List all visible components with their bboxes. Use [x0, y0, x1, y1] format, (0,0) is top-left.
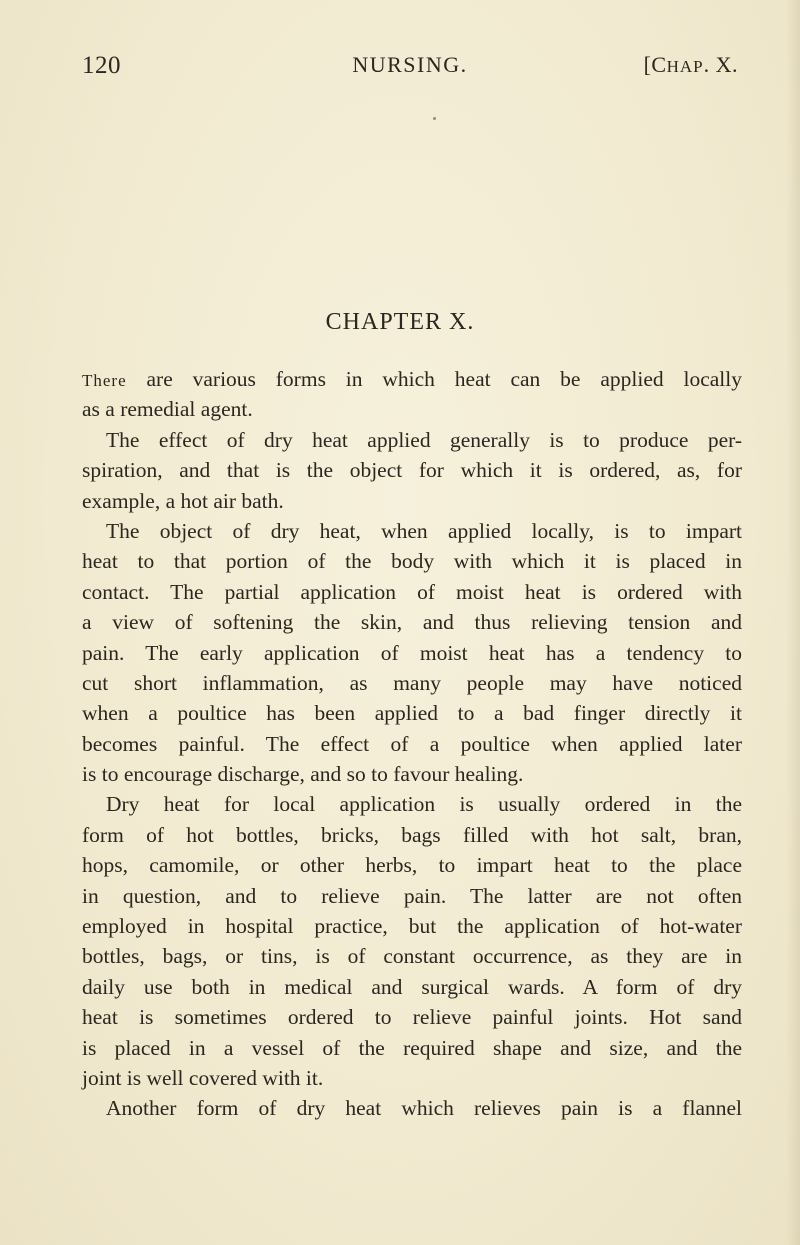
text-line: Dry heat for local application is usually ordered in the [106, 792, 742, 817]
text-line: as a remedial agent. [82, 397, 253, 422]
chapter-heading: CHAPTER X. [325, 309, 475, 335]
text-line: in question, and to relieve pain. The latter are not often [82, 883, 742, 908]
text-line: when a poultice has been applied to a bad finger directly it [82, 701, 742, 726]
chapter-ref-smallcaps: HAP [666, 57, 704, 76]
text-line: a view of softening the skin, and thus relieving tension and [82, 610, 742, 635]
chapter-ref-open: [C [643, 52, 667, 77]
text-line: example, a hot air bath. [82, 488, 284, 513]
text-line: pain. The early application of moist heat has a tendency to [82, 640, 742, 665]
text-line: employed in hospital practice, but the application of hot-water [82, 914, 742, 939]
body-text [82, 364, 742, 1124]
text-line: bottles, bags, or tins, is of constant occurrence, as they are in [82, 944, 742, 969]
running-head [82, 52, 738, 88]
running-title: NURSING. [352, 52, 468, 77]
opening-word: There [82, 371, 127, 390]
text-line: spiration, and that is the object for which it is ordered, as, for [82, 458, 742, 483]
text-line: contact. The partial application of moist heat is ordered with [82, 579, 742, 604]
text-line: heat is sometimes ordered to relieve painful joints. Hot sand [82, 1005, 742, 1030]
text-line [82, 364, 742, 394]
text-line: form of hot bottles, bricks, bags filled with hot salt, bran, [82, 822, 742, 847]
text-line: is placed in a vessel of the required shape and size, and the [82, 1035, 742, 1060]
text-line: hops, camomile, or other herbs, to impart heat to the place [82, 853, 742, 878]
text-line: heat to that portion of the body with which it is placed in [82, 549, 742, 574]
text-line: daily use both in medical and surgical wards. A form of dry [82, 974, 742, 999]
text-line: Another form of dry heat which relieves pain is a flannel [106, 1096, 742, 1121]
text-line: is to encourage discharge, and so to favour healing. [82, 762, 524, 787]
page-edge-shadow [786, 0, 800, 1245]
ink-speck [433, 117, 436, 120]
line-text: are various forms in which heat can be applied locally [126, 367, 742, 391]
text-line: becomes painful. The effect of a poultice when applied later [82, 731, 742, 756]
chapter-reference [644, 52, 738, 78]
text-line: cut short inflammation, as many people may have noticed [82, 670, 742, 695]
page-number: 120 [82, 52, 121, 79]
text-line: The object of dry heat, when applied locally, is to impart [106, 518, 742, 543]
text-line: The effect of dry heat applied generally is to produce per- [106, 427, 742, 452]
text-line: joint is well covered with it. [82, 1065, 324, 1090]
chapter-ref-close: . X. [703, 52, 738, 77]
